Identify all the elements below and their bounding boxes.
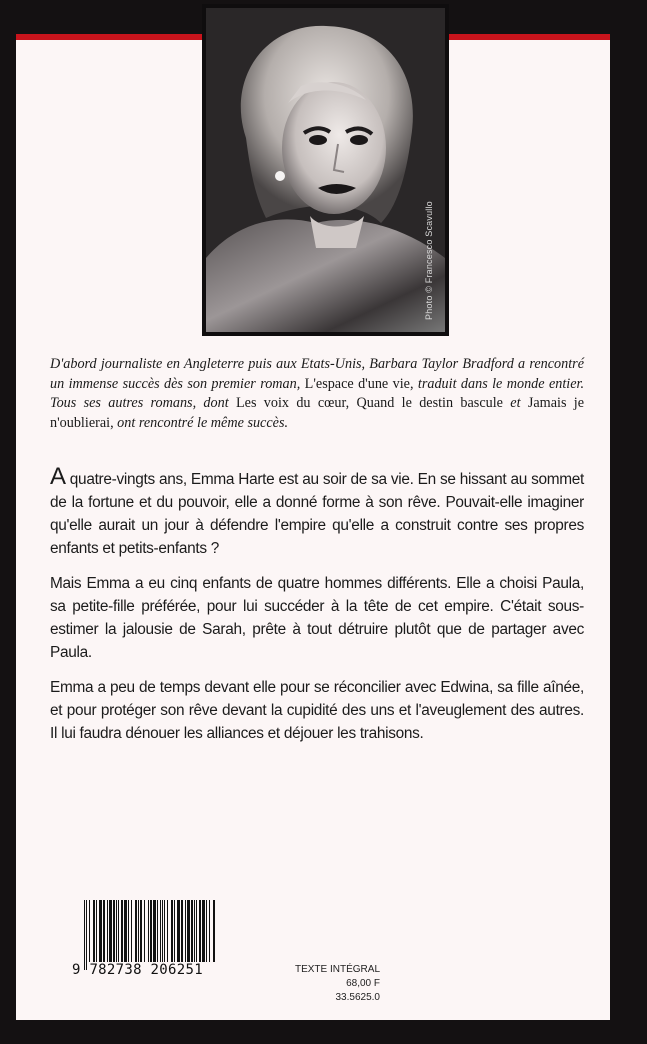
synopsis-paragraph-3: Emma a peu de temps devant elle pour se réconcilier avec Edwina, sa fille aînée, et pour protéger son rêve devant la cupidité des uns et l'aveuglement des autres. Il lui faudra dénouer les alliances et déjouer les trahisons. (50, 679, 584, 742)
barcode-bar (140, 900, 142, 962)
barcode-bar (181, 900, 183, 962)
barcode (70, 900, 220, 982)
portrait-illustration (206, 8, 445, 332)
barcode-bar (202, 900, 205, 962)
barcode-bar (128, 900, 129, 962)
synopsis-paragraph-2: Mais Emma a eu cinq enfants de quatre hommes différents. Elle a choisi Paula, sa petite-fille préférée, pour lui succéder à la tête de cet empire. C'était sous-estimer la jalousie de Sarah, prête à tout détruire plutôt que de partager avec Paula. (50, 575, 584, 661)
barcode-bar (107, 900, 108, 962)
barcode-bar (89, 900, 90, 962)
barcode-bar (185, 900, 186, 962)
barcode-bar (164, 900, 165, 962)
barcode-bar (157, 900, 158, 962)
photo-credit: Photo © Francesco Scavullo (424, 201, 434, 320)
barcode-bar (118, 900, 119, 962)
barcode-bar (148, 900, 149, 962)
catalog-code: 33.5625.0 (335, 992, 380, 1003)
barcode-bar (162, 900, 163, 962)
book-title-2: Les voix du cœur, (235, 395, 350, 411)
barcode-bar (213, 900, 215, 962)
barcode-bar (86, 900, 87, 970)
barcode-bar (187, 900, 190, 962)
barcode-bar (196, 900, 197, 962)
bio-text: ont rencontré le même succès. (117, 414, 289, 431)
book-title-1: L'espace d'une vie, (304, 375, 414, 392)
barcode-bar (167, 900, 168, 962)
barcode-bar (93, 900, 95, 962)
book-title-3: Quand le destin bascule (356, 395, 503, 411)
barcode-digits: 9 782738 206251 (72, 962, 203, 978)
barcode-bar (96, 900, 97, 962)
barcode-bar (116, 900, 117, 962)
barcode-bar (121, 900, 123, 962)
edition-label: TEXTE INTÉGRAL (294, 964, 380, 975)
barcode-bar (209, 900, 210, 962)
barcode-bar (124, 900, 127, 962)
bio-text: D'abord journaliste en Angleterre puis aux Etats-Unis, Barbara Taylor Bradford a rencontré un immense succès dès son premier roman, (50, 356, 584, 392)
barcode-bar (138, 900, 139, 962)
author-photo (202, 4, 449, 336)
barcode-bars (84, 900, 218, 962)
price-block (262, 963, 380, 1005)
barcode-bar (191, 900, 193, 962)
synopsis (50, 463, 584, 757)
barcode-bar (199, 900, 201, 962)
drop-cap: A (50, 463, 66, 490)
author-portrait (206, 8, 445, 332)
barcode-bar (144, 900, 145, 962)
barcode-bar (160, 900, 161, 962)
barcode-bar (153, 900, 156, 962)
paragraph-text: quatre-vingts ans, Emma Harte est au soir de sa vie. En se hissant au sommet de la fortune et du pouvoir, elle a donné forme à son rêve. Pouvait-elle imaginer qu'elle aurait un jour à défendre l'empire qu'elle a construit contre ses propres enfants et petits-enfants ? (50, 471, 584, 557)
barcode-bar (84, 900, 85, 970)
book-title-4: Jamais je n'oublierai, (50, 395, 585, 431)
barcode-bar (131, 900, 132, 962)
price-amount: 68,00 F (346, 978, 380, 989)
barcode-bar (113, 900, 115, 962)
barcode-bar (103, 900, 105, 962)
barcode-bar (171, 900, 173, 962)
barcode-bar (135, 900, 137, 962)
barcode-bar (99, 900, 102, 962)
barcode-bar (109, 900, 112, 962)
bio-text: traduit dans le monde entier. Tous ses autres romans, dont (50, 375, 585, 411)
barcode-bar (194, 900, 195, 962)
bio-text: et (510, 395, 521, 411)
barcode-bar (206, 900, 207, 962)
synopsis-paragraph-1 (50, 463, 584, 560)
barcode-bar (150, 900, 152, 962)
barcode-bar (174, 900, 175, 962)
author-bio (50, 355, 584, 433)
barcode-bar (177, 900, 180, 962)
